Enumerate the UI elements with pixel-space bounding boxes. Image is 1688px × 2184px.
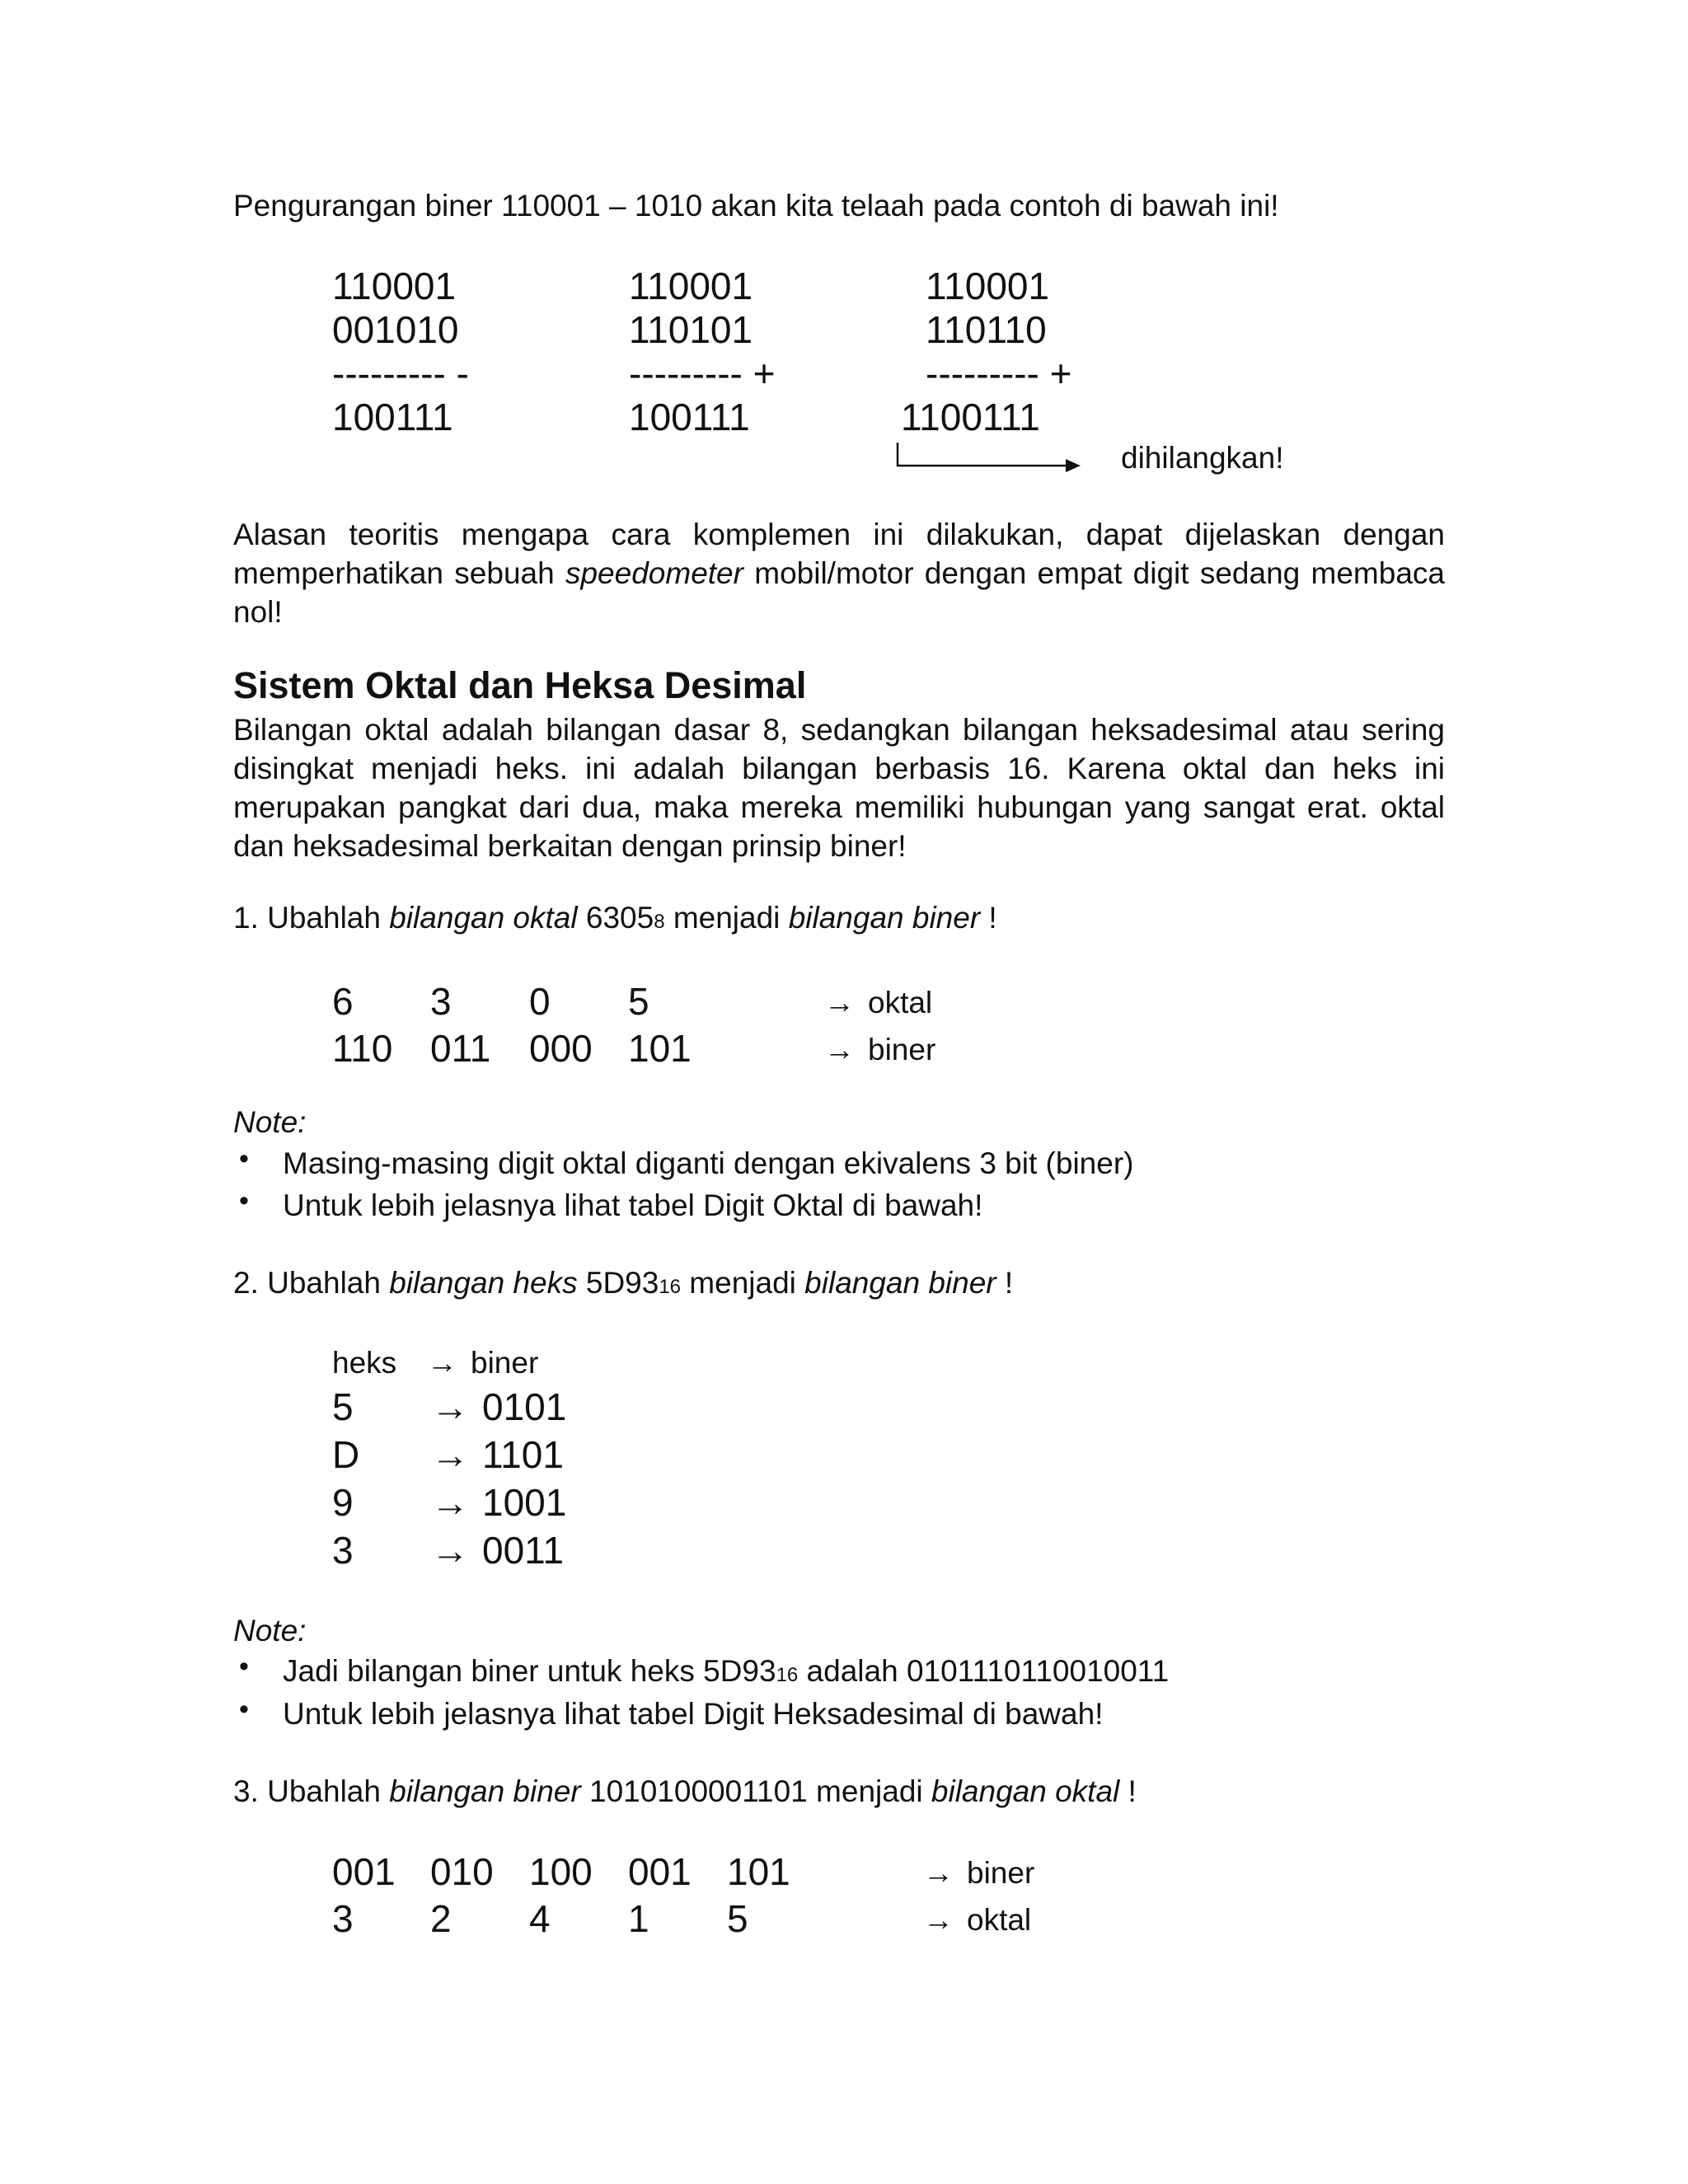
hex-binary <box>431 1432 564 1477</box>
right-arrow-icon: → <box>431 1481 469 1524</box>
note2-item <box>283 1652 1169 1694</box>
question-3 <box>233 1772 1137 1811</box>
binary-value: 0101 <box>482 1385 567 1428</box>
removed-label: dihilangkan! <box>1121 441 1284 475</box>
octal-digit: 1 <box>628 1897 649 1940</box>
binary-group: 010 <box>430 1850 494 1893</box>
col2-row1: 110001 <box>629 265 753 307</box>
binary-value: 1101 <box>482 1433 564 1476</box>
q1-term-oktal: bilangan oktal <box>389 901 578 935</box>
intro-text: Pengurangan biner 110001 – 1010 akan kita telaah pada contoh di bawah ini! <box>233 189 1279 223</box>
binary-group: 101 <box>628 1027 692 1070</box>
note1-title: Note: <box>233 1105 307 1139</box>
q3-prefix: 3. Ubahlah <box>233 1774 390 1808</box>
bullet-icon: • <box>239 1651 249 1682</box>
q2-base: 16 <box>659 1276 682 1298</box>
q2-mid: menjadi <box>681 1266 805 1300</box>
right-arrow-icon: → <box>824 986 855 1019</box>
q3-term-biner: bilangan biner <box>389 1774 581 1808</box>
bullet-icon: • <box>239 1143 249 1174</box>
col1-row1: 110001 <box>332 265 457 307</box>
label-biner: biner <box>868 1033 936 1066</box>
octal-digit: 2 <box>430 1897 452 1940</box>
header-biner-label: biner <box>471 1346 539 1380</box>
right-arrow-icon: → <box>431 1529 469 1572</box>
bullet-icon: • <box>239 1694 249 1725</box>
q3-term-oktal: bilangan oktal <box>931 1774 1120 1808</box>
octal-digit: 0 <box>529 980 551 1023</box>
octal-digit: 5 <box>628 980 649 1023</box>
binary-group: 100 <box>529 1850 593 1893</box>
col2-line: --------- + <box>629 352 776 395</box>
header-biner <box>427 1343 538 1382</box>
binary-group: 000 <box>529 1027 593 1070</box>
note2-item1-result: adalah 0101110110010011 <box>798 1654 1170 1688</box>
note2-title: Note: <box>233 1614 307 1647</box>
q1-number: 6305 <box>577 901 654 935</box>
binary-group: 001 <box>628 1850 692 1893</box>
q2-term-biner: bilangan biner <box>804 1266 996 1300</box>
octal-digit: 4 <box>529 1897 551 1940</box>
paragraph-komplemen <box>233 515 1445 631</box>
q1-label-top <box>824 986 932 1020</box>
q3-label-top <box>923 1856 1034 1891</box>
binary-value: 0011 <box>482 1529 564 1572</box>
q2-prefix: 2. Ubahlah <box>233 1266 390 1300</box>
octal-digit: 3 <box>430 980 452 1023</box>
octal-digit: 5 <box>727 1897 748 1940</box>
right-arrow-icon: → <box>427 1346 457 1380</box>
question-1 <box>233 898 997 941</box>
hex-digit: 9 <box>332 1481 354 1524</box>
label-oktal: oktal <box>967 1903 1032 1937</box>
q2-term-heks: bilangan heks <box>389 1266 578 1300</box>
q3-mid: menjadi <box>807 1774 931 1808</box>
col2-row2: 110101 <box>629 308 753 351</box>
q2-number: 5D93 <box>577 1266 659 1300</box>
col3-result: 1100111 <box>901 396 1040 438</box>
right-arrow-icon: → <box>923 1856 954 1890</box>
binary-group: 101 <box>727 1850 790 1893</box>
q1-term-biner: bilangan biner <box>788 901 981 935</box>
binary-group: 011 <box>430 1027 491 1070</box>
col1-line: --------- - <box>332 352 469 395</box>
q2-end: ! <box>996 1266 1014 1300</box>
speedometer-term: speedometer <box>565 556 743 590</box>
hex-digit: D <box>332 1433 360 1476</box>
q1-mid: menjadi <box>664 901 789 935</box>
binary-value: 1001 <box>482 1481 567 1524</box>
section-title: Sistem Oktal dan Heksa Desimal <box>233 664 807 706</box>
section-paragraph: Bilangan oktal adalah bilangan dasar 8, sedangkan bilangan heksadesimal atau sering disingkat menjadi heks. ini adalah bilangan berbasis 16. Karena oktal dan heks ini merupakan pangkat dari dua, maka mereka memiliki hubungan yang sangat erat. oktal dan heksadesimal berkaitan dengan prinsip biner! <box>233 713 1445 863</box>
right-arrow-icon: → <box>923 1903 954 1937</box>
hex-binary <box>431 1385 566 1429</box>
note1-item: Untuk lebih jelasnya lihat tabel Digit Oktal di bawah! <box>283 1188 983 1222</box>
q3-end: ! <box>1119 1774 1137 1808</box>
right-arrow-icon: → <box>824 1033 855 1066</box>
q1-prefix: 1. Ubahlah <box>233 901 390 935</box>
right-arrow-icon: → <box>431 1385 469 1428</box>
binary-group: 110 <box>332 1027 393 1070</box>
note2-item: Untuk lebih jelasnya lihat tabel Digit Heksadesimal di bawah! <box>283 1697 1104 1731</box>
binary-group: 001 <box>332 1850 396 1893</box>
col1-result: 100111 <box>332 396 453 438</box>
label-oktal: oktal <box>868 986 933 1019</box>
q1-end: ! <box>980 901 997 935</box>
q3-number: 1010100001101 <box>580 1774 808 1808</box>
note1-item: Masing-masing digit oktal diganti dengan ekivalens 3 bit (biner) <box>283 1146 1134 1180</box>
col1-row2: 001010 <box>332 308 459 351</box>
hex-binary <box>431 1480 566 1525</box>
q1-base: 8 <box>654 911 665 933</box>
question-2 <box>233 1263 1013 1306</box>
octal-digit: 6 <box>332 980 354 1023</box>
note2-item1-text: Jadi bilangan biner untuk heks 5D93 <box>283 1654 776 1688</box>
header-heks: heks <box>332 1346 397 1380</box>
hex-digit: 3 <box>332 1529 354 1572</box>
hex-digit: 5 <box>332 1385 354 1428</box>
col3-line: --------- + <box>926 352 1072 395</box>
col3-row2: 110110 <box>926 308 1047 351</box>
right-arrow-icon: → <box>431 1433 469 1476</box>
paragraph1-text: Alasan teoritis mengapa cara komplemen ini dilakukan, dapat dijelaskan dengan memperhatikan sebuah <box>233 518 1445 590</box>
note2-item1-base: 16 <box>776 1664 799 1686</box>
q1-label-bottom <box>824 1033 935 1067</box>
removed-arrow-icon <box>894 441 1084 474</box>
paragraph1-text-end: mobil/motor dengan empat digit sedang membaca nol! <box>233 556 1445 629</box>
label-biner: biner <box>967 1856 1035 1890</box>
octal-digit: 3 <box>332 1897 354 1940</box>
col2-result: 100111 <box>629 396 750 438</box>
bullet-icon: • <box>239 1185 249 1216</box>
hex-binary <box>431 1528 564 1572</box>
col3-row1: 110001 <box>926 265 1050 307</box>
q3-label-bottom <box>923 1903 1031 1938</box>
